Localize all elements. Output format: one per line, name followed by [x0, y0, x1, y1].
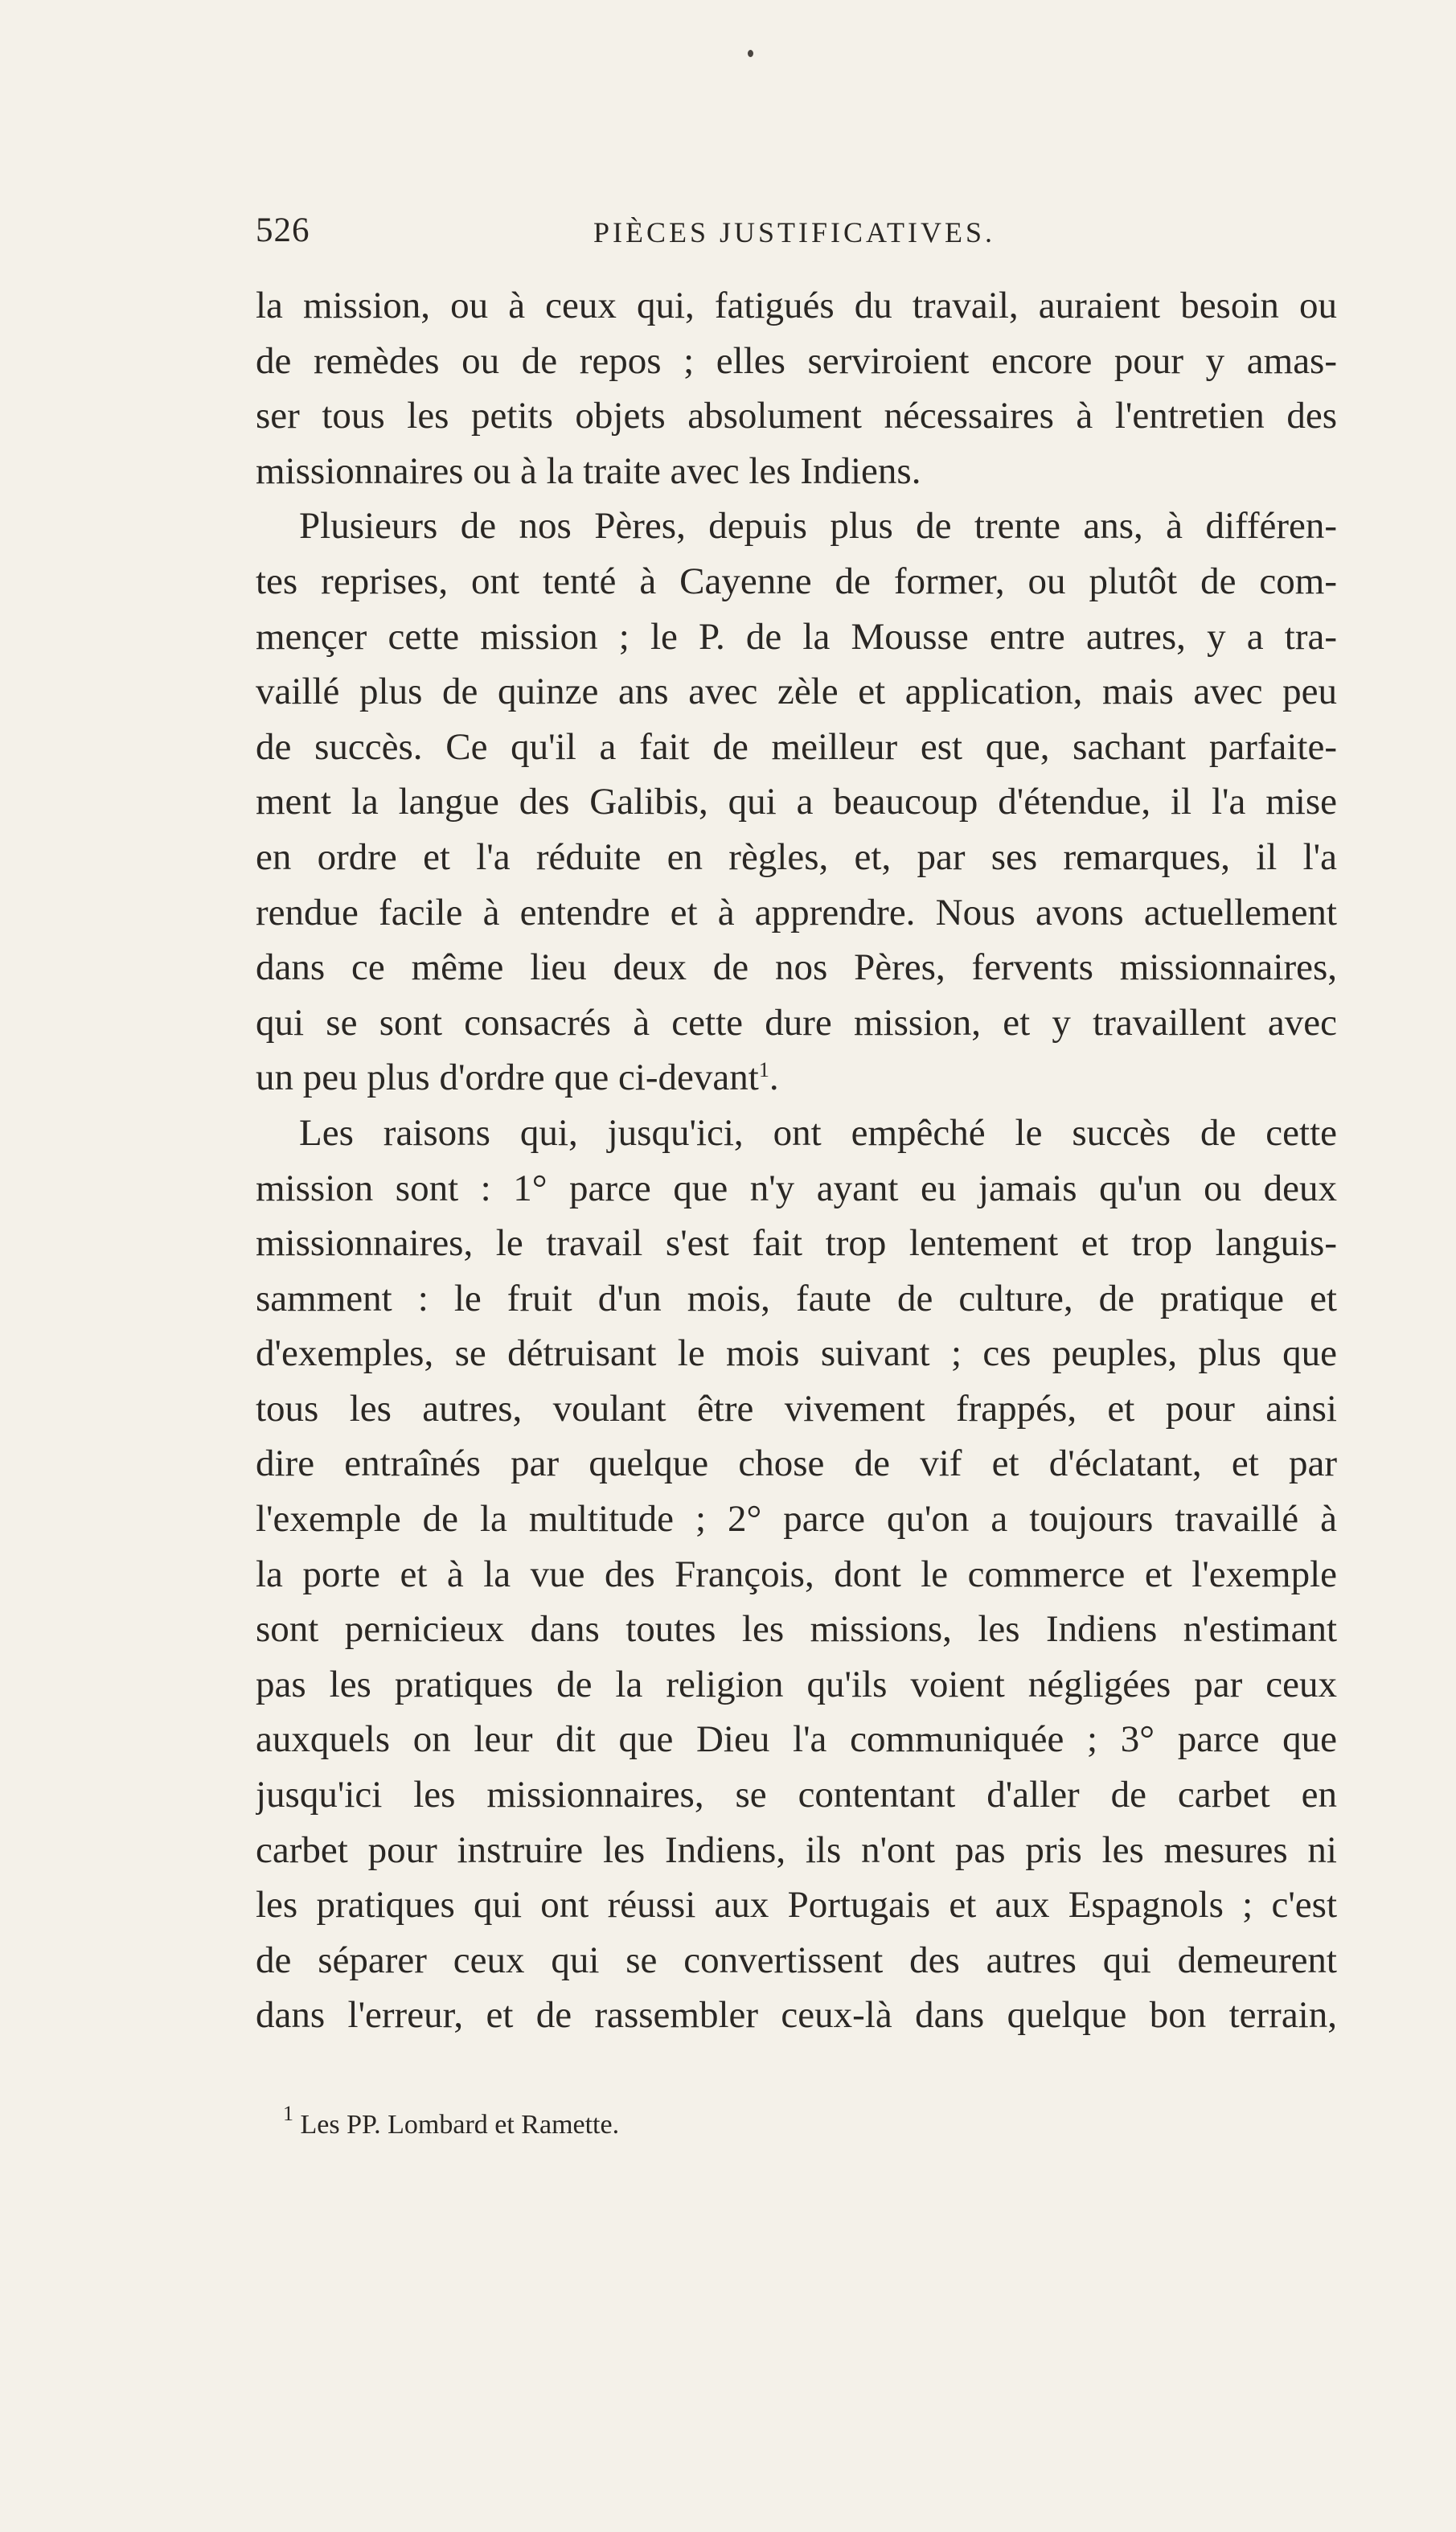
text-line: missionnaires, le travail s'est fait trop lentement et trop languis- — [256, 1222, 1337, 1265]
text-line: auxquels on leur dit que Dieu l'a communiquée ; 3° parce que — [256, 1718, 1337, 1761]
body-text — [256, 278, 1337, 2043]
text-line: dire entraînés par quelque chose de vif et d'éclatant, et par — [256, 1442, 1337, 1485]
text-line: l'exemple de la multitude ; 2° parce qu'on a toujours travaillé à — [256, 1498, 1337, 1541]
footnote-text: Les PP. Lombard et Ramette. — [300, 2110, 620, 2140]
footnote — [283, 2102, 620, 2144]
text-line: la porte et à la vue des François, dont le commerce et l'exemple — [256, 1553, 1337, 1595]
running-head — [256, 211, 1337, 251]
text-line: mençer cette mission ; le P. de la Mousse entre autres, y a tra- — [256, 615, 1337, 658]
text-line: rendue facile à entendre et à apprendre. Nous avons actuellement — [256, 891, 1337, 934]
text-line: de succès. Ce qu'il a fait de meilleur est que, sachant parfaite- — [256, 725, 1337, 768]
text-line: jusqu'ici les missionnaires, se contentant d'aller de carbet en — [256, 1774, 1337, 1816]
text-line: tous les autres, voulant être vivement frappés, et pour ainsi — [256, 1387, 1337, 1430]
text-line: pas les pratiques de la religion qu'ils voient négligées par ceux — [256, 1663, 1337, 1705]
text-line: dans ce même lieu deux de nos Pères, fervents missionnaires, — [256, 946, 1337, 989]
text-line: vaillé plus de quinze ans avec zèle et application, mais avec peu — [256, 671, 1337, 713]
footnote-reference: 1 — [758, 1058, 769, 1082]
ink-speck — [748, 50, 753, 57]
text-line: carbet pour instruire les Indiens, ils n'ont pas pris les mesures ni — [256, 1828, 1337, 1871]
page-number: 526 — [256, 211, 310, 249]
text-line: sont pernicieux dans toutes les missions, les Indiens n'estimant — [256, 1608, 1337, 1651]
text-line: ment la langue des Galibis, qui a beaucoup d'étendue, il l'a mise — [256, 781, 1337, 823]
line-punctuation: . — [769, 1057, 779, 1099]
text-line: missionnaires ou à la traite avec les Indiens. — [256, 449, 921, 492]
text-line: Plusieurs de nos Pères, depuis plus de trente ans, à différen- — [299, 505, 1337, 548]
text-line: la mission, ou à ceux qui, fatigués du travail, auraient besoin ou — [256, 285, 1337, 326]
footnote-marker: 1 — [283, 2102, 293, 2125]
running-title: PIÈCES JUSTIFICATIVES. — [593, 216, 996, 248]
text-line-content: un peu plus d'ordre que ci-devant — [256, 1057, 759, 1099]
text-line: mission sont : 1° parce que n'y ayant eu jamais qu'un ou deux — [256, 1167, 1337, 1209]
text-line: les pratiques qui ont réussi aux Portugais et aux Espagnols ; c'est — [256, 1884, 1337, 1927]
text-line: samment : le fruit d'un mois, faute de culture, de pratique et — [256, 1277, 1337, 1319]
text-line: qui se sont consacrés à cette dure mission, et y travaillent avec — [256, 1001, 1337, 1044]
text-line: en ordre et l'a réduite en règles, et, par ses remarques, il l'a — [256, 835, 1337, 878]
text-line: de remèdes ou de repos ; elles serviroient encore pour y amas- — [256, 339, 1337, 382]
text-line: de séparer ceux qui se convertissent des autres qui demeurent — [256, 1939, 1337, 1981]
text-line: dans l'erreur, et de rassembler ceux-là dans quelque bon terrain, — [256, 1994, 1337, 2037]
text-line: Les raisons qui, jusqu'ici, ont empêché le succès de cette — [299, 1111, 1337, 1154]
text-line: tes reprises, ont tenté à Cayenne de former, ou plutôt de com- — [256, 560, 1337, 602]
text-line: ser tous les petits objets absolument nécessaires à l'entretien des — [256, 395, 1337, 437]
text-line: d'exemples, se détruisant le mois suivant ; ces peuples, plus que — [256, 1332, 1337, 1375]
text-line — [256, 1050, 1337, 1106]
